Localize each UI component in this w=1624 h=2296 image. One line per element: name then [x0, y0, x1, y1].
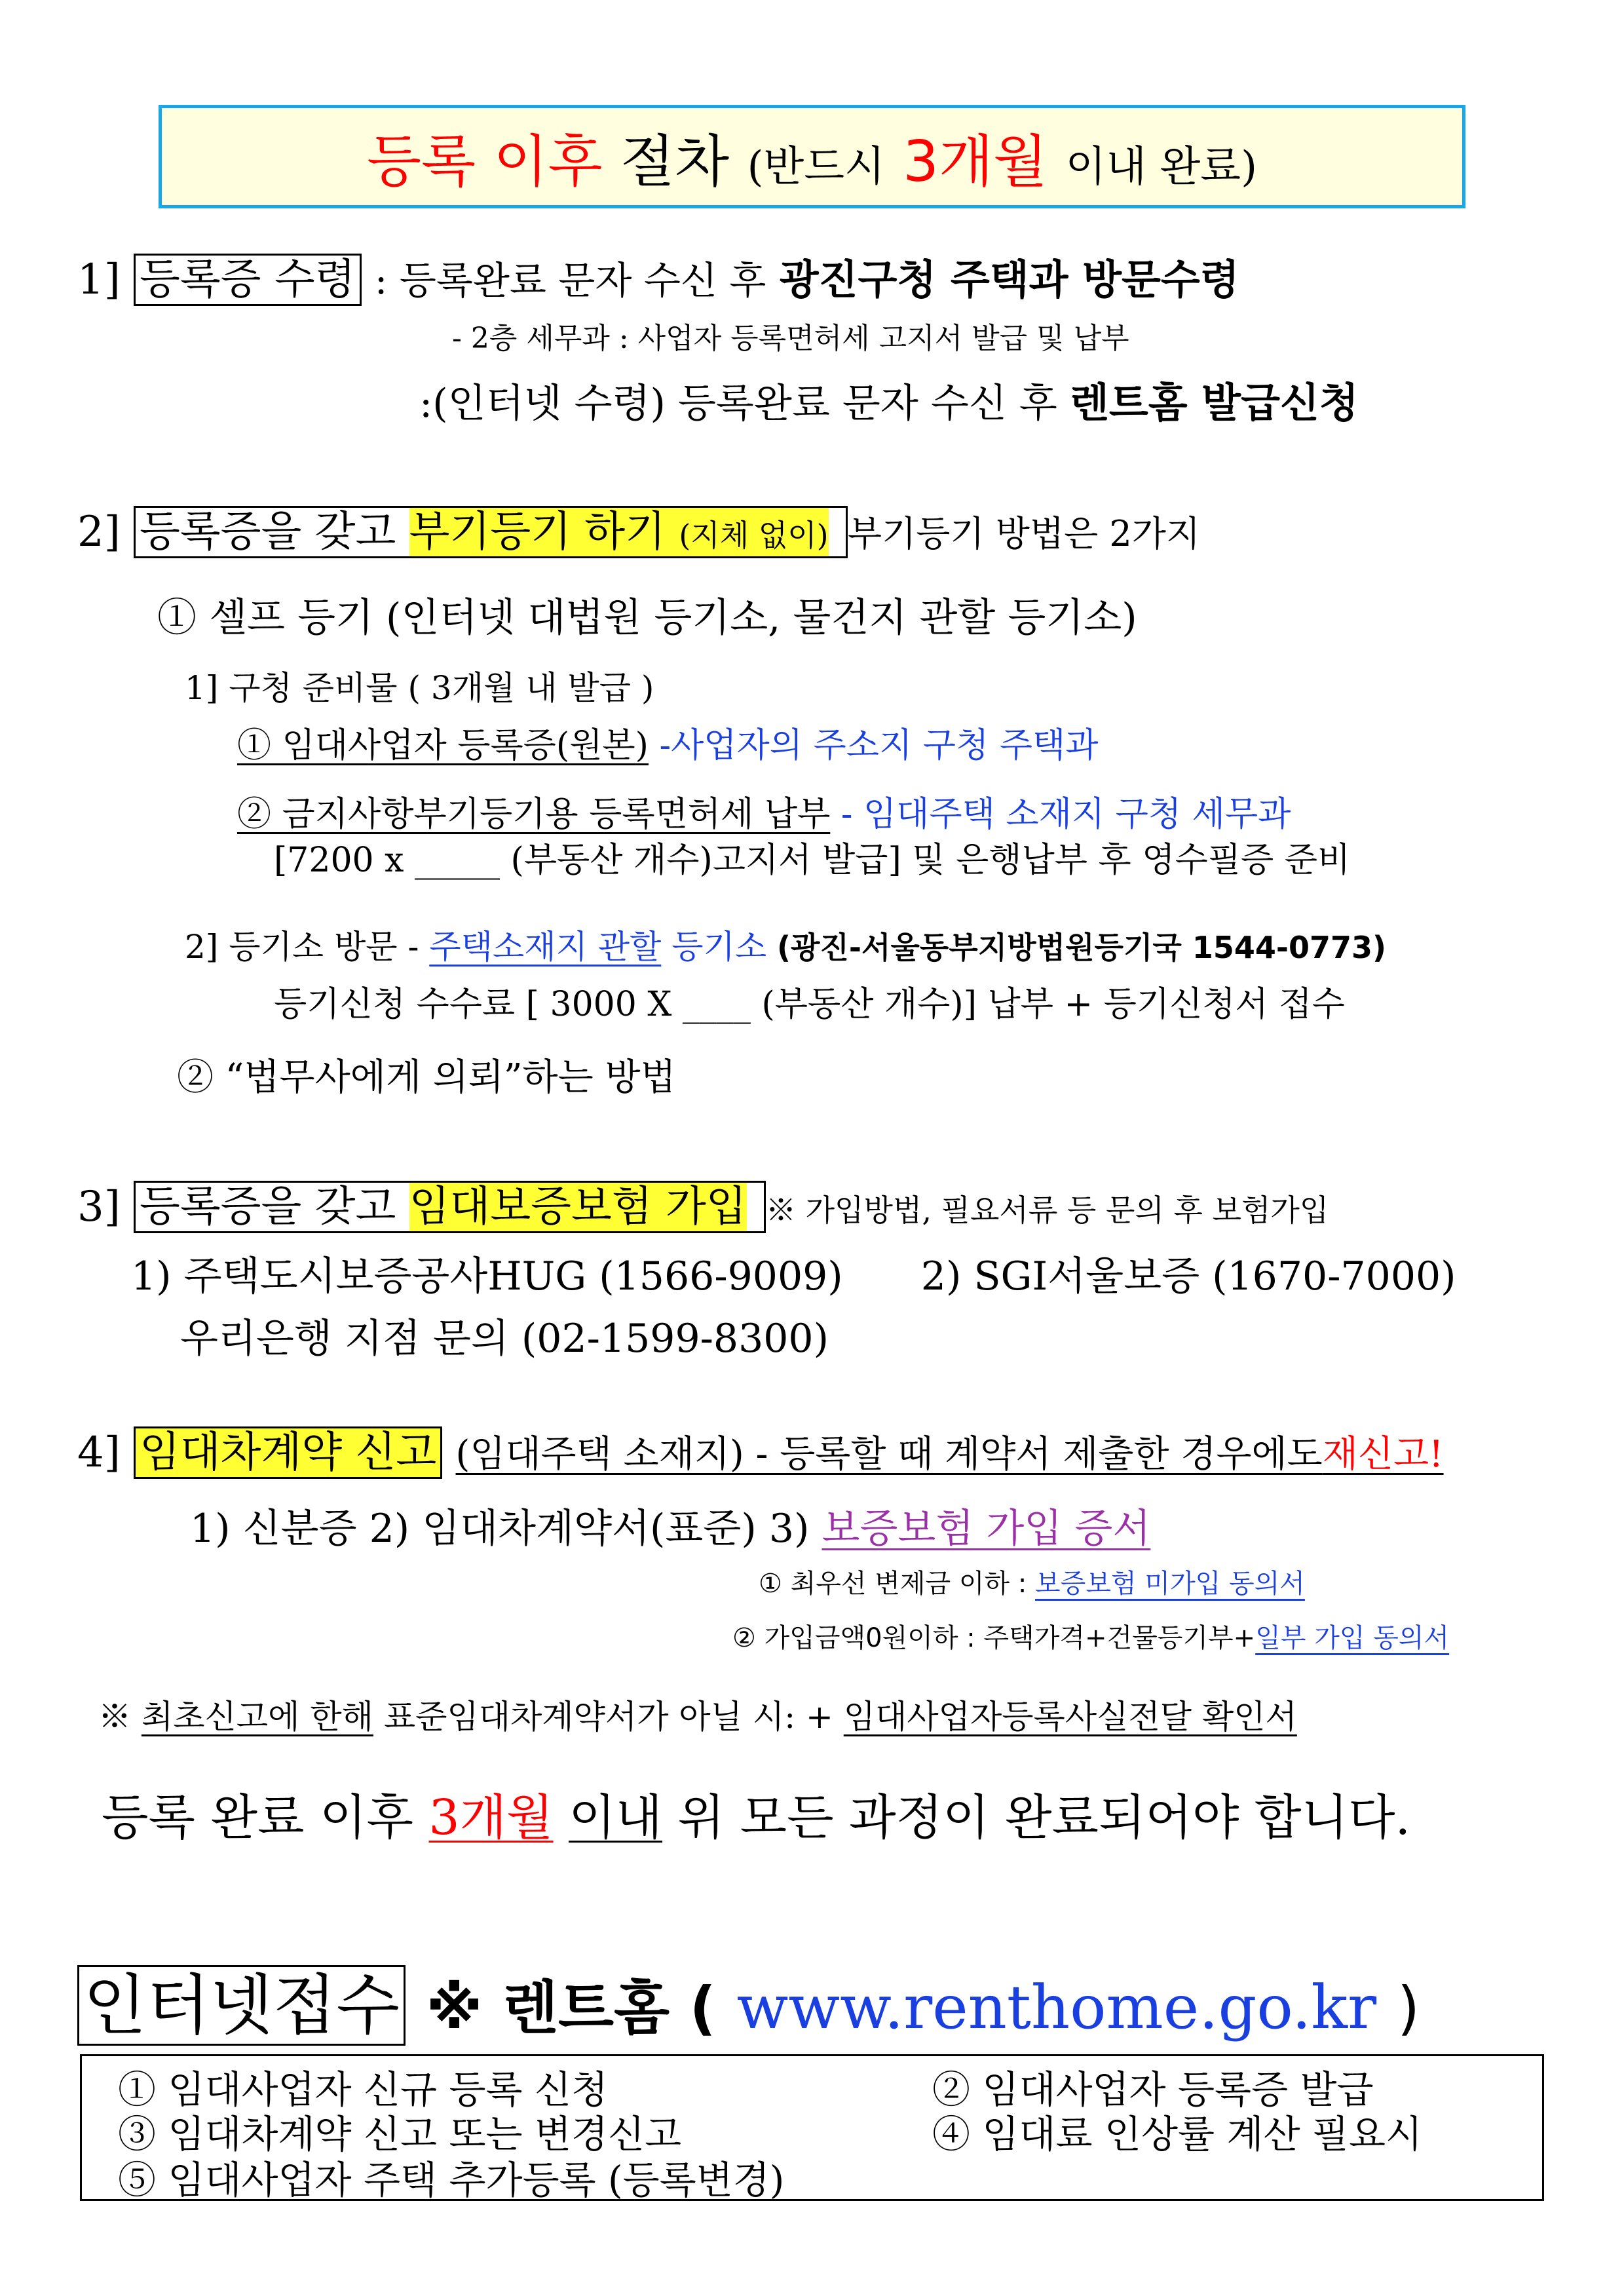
section-2-heading-b	[409, 508, 829, 556]
title-black: 절차	[620, 129, 730, 195]
section-3-heading-b: 임대보증보험 가입	[409, 1183, 747, 1231]
section-4-note-1-text: ① 최우선 변제금 이하 :	[759, 1569, 1027, 1599]
service-4: ④ 임대료 인상률 계산 필요시	[932, 2112, 1423, 2156]
section-2-item-a1-office: -사업자의 주소지 구청 주택과	[659, 726, 1099, 765]
section-4-first-report-note	[98, 1691, 1297, 1738]
section-4-items-text: 1) 신분증 2) 임대차계약서(표준) 3)	[190, 1506, 810, 1552]
section-2-list-2-place: 주택소재지 관할	[429, 928, 662, 966]
final-statement-months: 3개월	[428, 1789, 554, 1846]
section-1-office: 광진구청 주택과 방문수령	[779, 256, 1239, 303]
section-2-option-1: ① 셀프 등기 (인터넷 대법원 등기소, 물건지 관할 등기소)	[157, 595, 1137, 641]
section-4-heading: 임대차계약 신고	[134, 1426, 442, 1479]
section-4-items-cert: 보증보험 가입 증서	[821, 1506, 1151, 1552]
title-months: 3개월	[903, 129, 1048, 195]
online-renthome: ※ 렌트홈 (	[426, 1974, 716, 2042]
section-2-number: 2]	[77, 508, 121, 556]
section-1-online-apply: 렌트홈 발급신청	[1069, 379, 1359, 427]
final-statement-d: 위 모든 과정이 완료되어야 합니다.	[677, 1789, 1410, 1846]
section-4-line	[77, 1419, 1444, 1479]
section-2-tail: 부기등기 방법은 2가지	[847, 513, 1201, 554]
section-1-text: : 등록완료 문자 수신 후	[374, 258, 766, 303]
section-1-line	[77, 246, 1239, 306]
page-title	[367, 116, 1257, 197]
section-2-heading-a: 등록증을 갖고	[140, 508, 396, 556]
section-2-list-1: 1] 구청 준비물 ( 3개월 내 발급 )	[185, 669, 654, 707]
section-4-note-2-doc: 일부 가입 동의서	[1255, 1623, 1450, 1653]
section-4-first-note-only: 최초신고에 한해	[141, 1698, 373, 1736]
section-3-note: ※ 가입방법, 필요서류 등 문의 후 보험가입	[765, 1193, 1329, 1228]
online-close: )	[1397, 1974, 1420, 2042]
service-3: ③ 임대차계약 신고 또는 변경신고	[118, 2112, 682, 2156]
section-3-bank: 우리은행 지점 문의 (02-1599-8300)	[180, 1316, 829, 1362]
section-1-heading: 등록증 수령	[134, 254, 361, 306]
title-paren: (반드시	[747, 143, 885, 191]
section-3-line	[77, 1173, 1329, 1233]
section-4-note-2-text: ② 가입금액0원이하 : 주택가격+건물등기부+	[732, 1623, 1256, 1653]
section-2-heading-c: (지체 없이)	[679, 518, 829, 553]
final-statement	[102, 1779, 1410, 1848]
section-4-note-1	[759, 1563, 1305, 1600]
section-2-line	[77, 498, 1200, 558]
section-4-first-note-text: 표준임대차계약서가 아닐 시: +	[383, 1698, 833, 1736]
section-2-item-a2	[237, 786, 1291, 835]
section-3-heading	[134, 1181, 766, 1233]
section-2-list-2-contact: (광진-서울동부지방법원등기국 1544-0773)	[777, 930, 1386, 965]
section-2-heading	[134, 506, 848, 558]
section-4-number: 4]	[77, 1428, 121, 1477]
final-statement-a: 등록 완료 이후	[102, 1789, 413, 1846]
section-4-first-note-mark: ※	[98, 1698, 131, 1736]
section-2-fee: 등기신청 수수료 [ 3000 X ____ (부동산 개수)] 납부 + 등기신청서 접수	[274, 985, 1345, 1024]
section-4-text	[456, 1433, 1444, 1476]
section-3-number: 3]	[77, 1183, 121, 1231]
section-3-insurer-2: 2) SGI서울보증 (1670-7000)	[920, 1253, 1456, 1299]
section-2-list-2-label: 2] 등기소 방문 -	[185, 928, 419, 966]
final-statement-within: 이내	[569, 1789, 663, 1846]
section-2-item-a2-office: - 임대주택 소재지 구청 세무과	[840, 795, 1291, 834]
section-2-item-a2-text: ② 금지사항부기등기용 등록면허세 납부	[237, 795, 831, 834]
section-2-list-2-office: 등기소	[671, 928, 767, 966]
section-3-insurers	[131, 1245, 1456, 1301]
section-4-text-red: 재신고!	[1322, 1433, 1444, 1476]
service-5: ⑤ 임대사업자 주택 추가등록 (등록변경)	[118, 2158, 785, 2202]
online-url[interactable]: www.renthome.go.kr	[736, 1972, 1377, 2042]
services-box	[80, 2054, 1544, 2201]
section-1-online-text: :(인터넷 수령) 등록완료 문자 수신 후	[419, 381, 1057, 427]
section-1-sub: - 2층 세무과 : 사업자 등록면허세 고지서 발급 및 납부	[452, 322, 1129, 355]
section-2-heading-b-text: 부기등기 하기	[409, 508, 666, 556]
section-1-number: 1]	[77, 256, 121, 304]
section-2-option-2: ② “법무사에게 의뢰”하는 방법	[177, 1056, 676, 1099]
section-4-items	[190, 1497, 1150, 1554]
section-3-heading-a: 등록증을 갖고	[140, 1183, 396, 1231]
section-2-item-a1	[237, 718, 1098, 767]
section-1-online-line	[419, 370, 1359, 429]
section-4-first-note-doc: 임대사업자등록사실전달 확인서	[843, 1698, 1297, 1736]
online-line	[77, 1953, 1420, 2047]
title-box	[159, 105, 1465, 208]
online-label: 인터넷접수	[77, 1965, 406, 2046]
section-3-insurer-1: 1) 주택도시보증공사HUG (1566-9009)	[131, 1253, 843, 1299]
section-4-note-2	[732, 1617, 1449, 1655]
title-red: 등록 이후	[366, 129, 603, 195]
service-2: ② 임대사업자 등록증 발급	[932, 2067, 1374, 2112]
service-1: ① 임대사업자 신규 등록 신청	[118, 2067, 609, 2112]
section-2-item-a2-note: [7200 x _____ (부동산 개수)고지서 발급] 및 은행납부 후 영수필증 준비	[274, 841, 1351, 880]
title-paren-end: 이내 완료)	[1065, 143, 1258, 191]
section-2-list-2	[185, 921, 1386, 968]
section-2-item-a1-text: ① 임대사업자 등록증(원본)	[237, 726, 649, 765]
section-4-text-main: (임대주택 소재지) - 등록할 때 계약서 제출한 경우에도	[455, 1433, 1323, 1476]
section-4-note-1-doc: 보증보험 미가입 동의서	[1035, 1569, 1305, 1599]
